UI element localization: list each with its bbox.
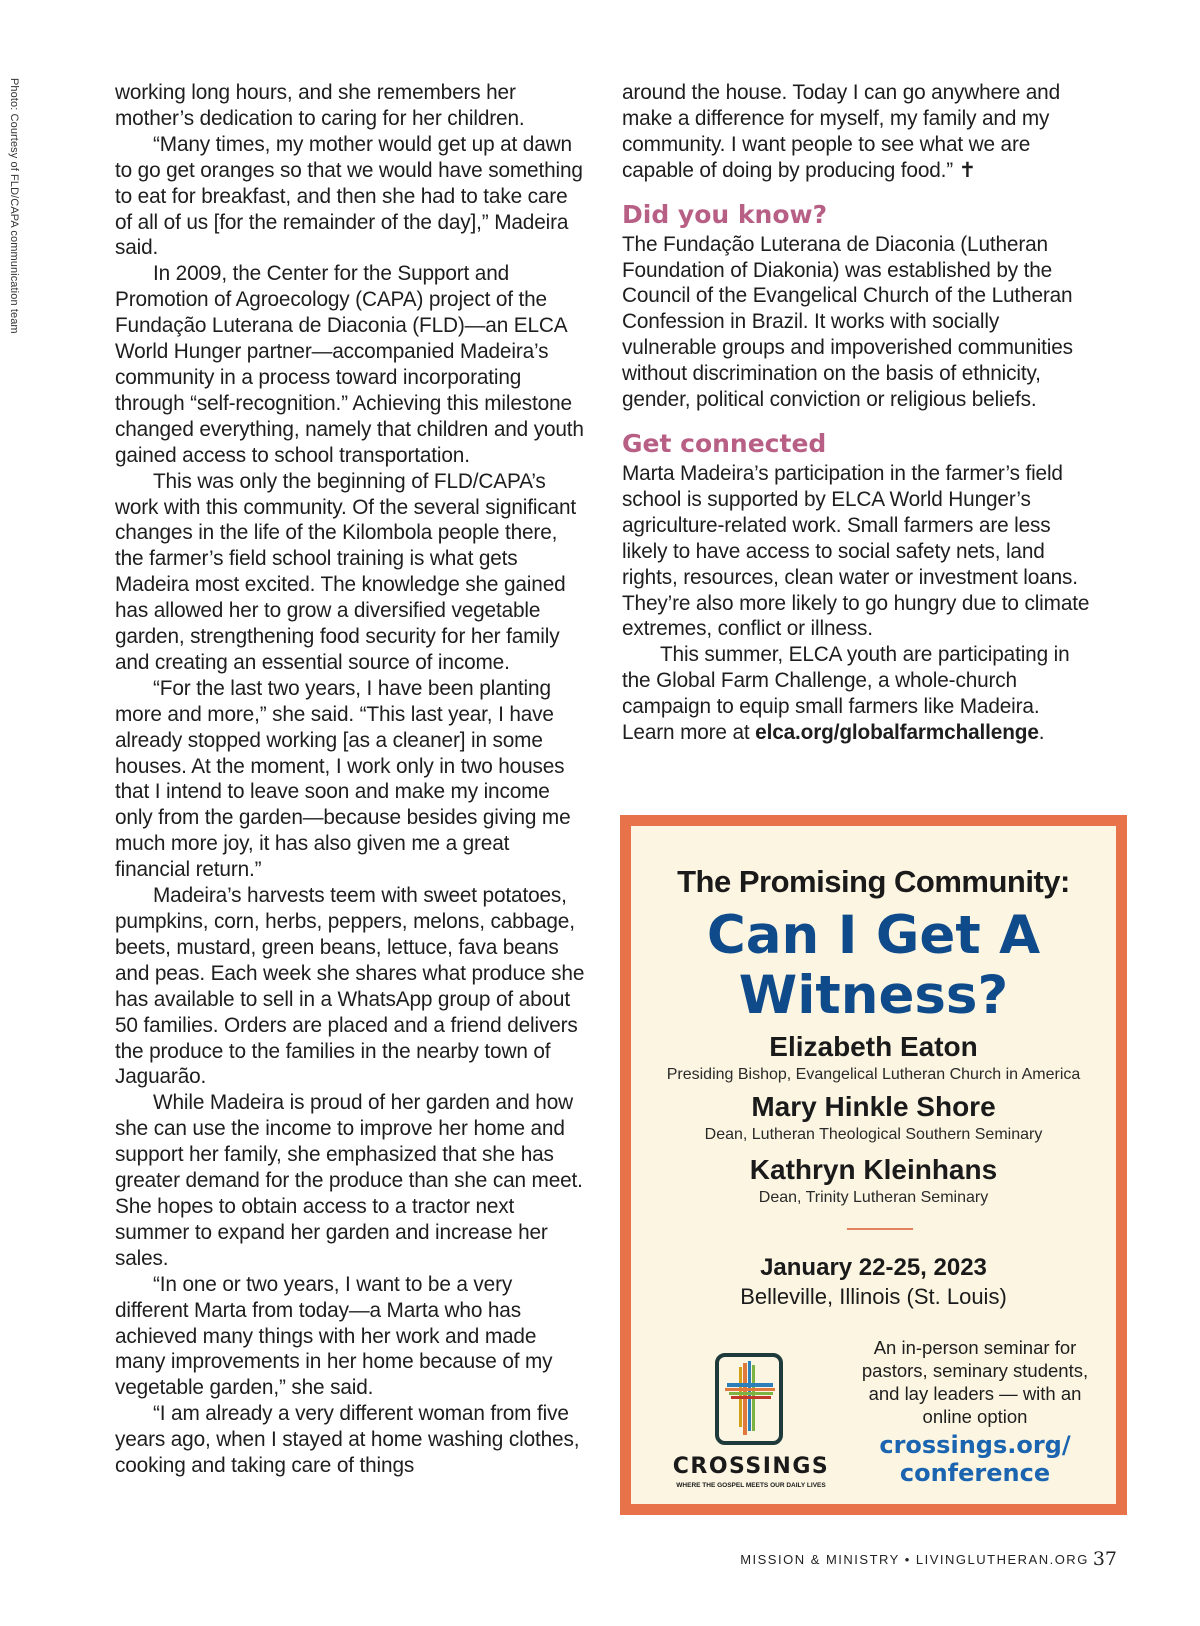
ad-subtitle: The Promising Community: — [677, 864, 1070, 899]
paragraph: “I am already a very different woman from five years ago, when I stayed at home washing clothes, cooking and taking care of things — [115, 1402, 580, 1478]
article-left-column — [115, 80, 585, 1479]
did-you-know-heading: Did you know? — [622, 199, 828, 229]
paragraph: around the house. Today I can go anywhere and make a difference for myself, my family and my community. I want people to see what we are capable of doing by producing food.” ✝ — [622, 81, 1061, 182]
footer-text: MISSION & MINISTRY • LIVINGLUTHERAN.ORG — [740, 1552, 1089, 1567]
did-you-know-text: The Fundação Luterana de Diaconia (Lutheran Foundation of Diakonia) was established by the Council of the Evangelical Church of the Lutheran Confession in Brazil. It works with socially vulnerable groups and impoverished communities without discrimination on the basis of ethnicity, gender, political conviction or religious beliefs. — [622, 232, 1073, 412]
speaker-name: Kathryn Kleinhans — [749, 1154, 998, 1185]
get-connected-heading: Get connected — [622, 428, 827, 458]
global-farm-text: This summer, ELCA youth are participating in the Global Farm Challenge, a whole-church campaign to equip small farmers like Madeira. Learn more at — [622, 643, 1070, 745]
crossings-logo-icon — [713, 1351, 785, 1447]
crossings-tagline: WHERE THE GOSPEL MEETS OUR DAILY LIVES — [676, 1482, 826, 1489]
global-farm-paragraph — [622, 642, 1097, 746]
conference-link-line[interactable]: crossings.org/ — [879, 1431, 1071, 1459]
photo-credit: Photo: Courtesy of FLD/CAPA communication team — [8, 78, 20, 334]
paragraph: In 2009, the Center for the Support and Promotion of Agroecology (CAPA) project of the Fundação Luterana de Diaconia (FLD)—an ELCA World Hunger partner—accompanied Madeira’s community in a process toward incorporating through “self-recognition.” Achieving this milestone changed everything, namely that children and youth gained access to school transportation. — [115, 262, 584, 467]
conference-link[interactable] — [855, 1431, 1095, 1487]
event-date: January 22-25, 2023 — [760, 1254, 987, 1281]
crossings-wordmark: CROSSINGS — [672, 1454, 830, 1479]
paragraph: This was only the beginning of FLD/CAPA’s work with this community. Of the several significant changes in the life of the Kilombola people there, the farmer’s field school training is what gets Madeira most excited. The knowledge she gained has allowed her to grow a diversified vegetable garden, strengthening food security for her family and creating an essential source of income. — [115, 469, 577, 674]
page-footer — [740, 1548, 1117, 1570]
ad-panel — [631, 826, 1116, 1504]
ad-title — [631, 906, 1116, 1026]
global-farm-link[interactable]: elca.org/globalfarmchallenge — [755, 721, 1039, 745]
global-farm-period: . — [1038, 721, 1045, 745]
paragraph: “In one or two years, I want to be a very different Marta from today—a Marta who has achieved many things with her work and made many improvements in her home because of my vegetable garden,” she said. — [115, 1272, 553, 1400]
paragraph: “For the last two years, I have been planting more and more,” she said. “This last year, I have already stopped working [as a cleaner] in some houses. At the moment, I work only in two houses that I intend to leave soon and make my income only from the garden—because besides giving me much more joy, it has also given me a great financial return.” — [115, 676, 571, 882]
speaker-role: Dean, Trinity Lutheran Seminary — [758, 1189, 989, 1206]
speaker-name: Elizabeth Eaton — [769, 1031, 978, 1062]
speaker-role: Dean, Lutheran Theological Southern Seminary — [704, 1126, 1043, 1143]
paragraph: While Madeira is proud of her garden and how she can use the income to improve her home and support her family, she emphasized that she has greater demand for the produce than she can meet. She hopes to obtain access to a tractor next summer to expand her garden and increase her sales. — [115, 1091, 583, 1270]
paragraph: working long hours, and she remembers her mother’s dedication to caring for her children. — [115, 81, 525, 130]
crossings-advertisement — [620, 815, 1127, 1515]
conference-link-line[interactable]: conference — [899, 1459, 1051, 1487]
page-number: 37 — [1092, 1548, 1117, 1570]
ad-title-line: Can I Get A — [706, 905, 1041, 966]
ad-title-line: Witness? — [738, 965, 1009, 1026]
ad-description: An in-person seminar for pastors, seminary students, and lay leaders — with an online option — [861, 1337, 1089, 1427]
ad-divider — [847, 1228, 913, 1230]
speaker-name: Mary Hinkle Shore — [751, 1091, 996, 1122]
paragraph: “Many times, my mother would get up at dawn to go get oranges so that we would have something to eat for breakfast, and then she had to take care of all of us [for the remainder of the day],” Madeira said. — [115, 132, 583, 260]
get-connected-text: Marta Madeira’s participation in the farmer’s field school is supported by ELCA World Hunger’s agriculture-related work. Small farmers are less likely to have access to social safety nets, land rights, resources, clean water or investment loans. They’re also more likely to go hungry due to climate extremes, conflict or illness. — [622, 461, 1090, 641]
article-right-column — [622, 80, 1097, 746]
paragraph: Madeira’s harvests teem with sweet potatoes, pumpkins, corn, herbs, peppers, melons, cabbage, beets, mustard, green beans, lettuce, fava beans and peas. Each week she shares what produce she has available to sell in a WhatsApp group of about 50 families. Orders are placed and a friend delivers the produce to the families in the nearby town of Jaguarão. — [115, 884, 585, 1089]
speaker-role: Presiding Bishop, Evangelical Lutheran Church in America — [666, 1066, 1081, 1083]
event-location: Belleville, Illinois (St. Louis) — [740, 1284, 1007, 1309]
